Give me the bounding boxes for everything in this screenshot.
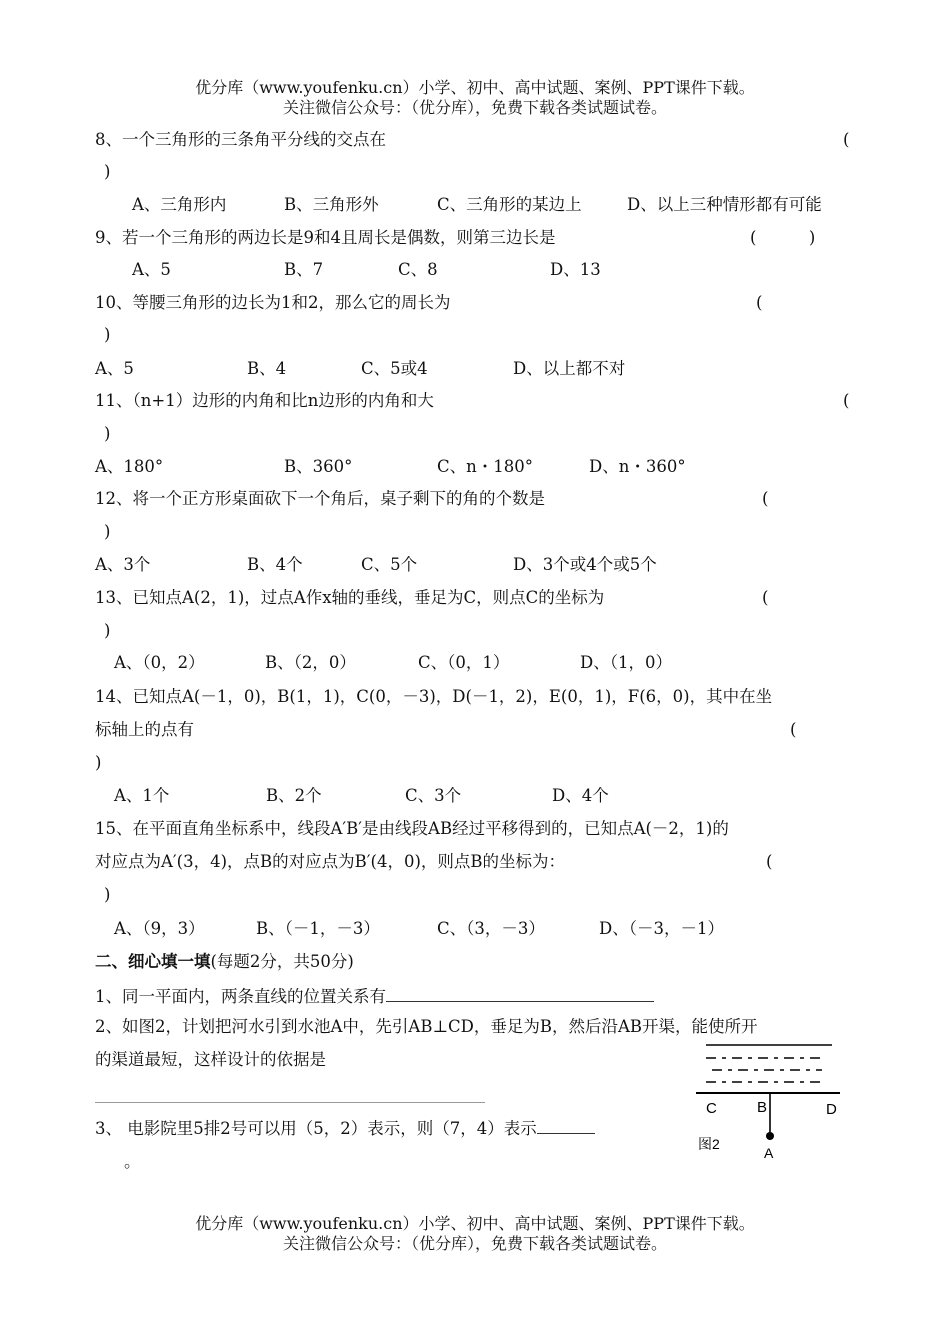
- q9-option-a: A、5: [132, 260, 171, 279]
- q9-stem: 9、若一个三角形的两边长是9和4且周长是偶数，则第三边长是: [95, 228, 556, 247]
- q13-paren-open: (: [762, 588, 769, 607]
- q13-option-c: C、（0，1）: [418, 653, 510, 672]
- label-c: C: [706, 1100, 717, 1117]
- q8-stem: 8、一个三角形的三条角平分线的交点在: [95, 130, 386, 149]
- fill-3-blank[interactable]: [537, 1115, 595, 1134]
- fill-2-blank[interactable]: [95, 1102, 485, 1103]
- q12-stem: 12、将一个正方形桌面砍下一个角后，桌子剩下的角的个数是: [95, 489, 545, 508]
- q9-option-d: D、13: [550, 260, 601, 279]
- header-line-2: 关注微信公众号：（优分库），免费下载各类试题试卷。: [282, 98, 667, 117]
- q9-option-c: C、8: [398, 260, 438, 279]
- q12-paren-open: (: [762, 489, 769, 508]
- q15-option-a: A、（9，3）: [114, 919, 205, 938]
- q10-option-c: C、5或4: [361, 359, 428, 378]
- q14-paren-close: ): [95, 753, 102, 772]
- q12-paren-close: ): [104, 522, 111, 541]
- fill-2-line-1: 2、如图2，计划把河水引到水池A中，先引AB⊥CD，垂足为B，然后沿AB开渠，能使所开: [95, 1017, 758, 1036]
- fill-3-end: 。: [124, 1152, 141, 1171]
- q14-paren-open: (: [790, 720, 797, 739]
- q10-paren-open: (: [756, 293, 763, 312]
- q11-option-d: D、n・360°: [589, 457, 686, 476]
- q8-paren-open: (: [843, 130, 850, 149]
- footer-line-1: 优分库（www.youfenku.cn）小学、初中、高中试题、案例、PPT课件下载。: [195, 1214, 755, 1233]
- q15-stem-line-1: 15、在平面直角坐标系中，线段A′B′是由线段AB经过平移得到的，已知点A(－2，1)的: [95, 819, 729, 838]
- fill-2-line-2: 的渠道最短，这样设计的依据是: [95, 1050, 326, 1069]
- q8-option-c: C、三角形的某边上: [437, 195, 582, 214]
- header-line-1: 优分库（www.youfenku.cn）小学、初中、高中试题、案例、PPT课件下载。: [195, 78, 755, 97]
- section-2-note: (每题2分，共50分): [210, 952, 354, 971]
- q10-option-d: D、以上都不对: [513, 359, 626, 378]
- q15-stem-line-2: 对应点为A′(3，4)，点B的对应点为B′(4，0)，则点B的坐标为：: [95, 852, 566, 871]
- q11-option-b: B、360°: [284, 457, 353, 476]
- q14-option-d: D、4个: [552, 786, 609, 805]
- q15-option-b: B、（－1，－3）: [256, 919, 380, 938]
- pool-a-point: [766, 1132, 774, 1140]
- q8-paren-close: ): [104, 162, 111, 181]
- q12-option-c: C、5个: [361, 555, 418, 574]
- q15-option-c: C、（3，－3）: [437, 919, 545, 938]
- q8-option-d: D、以上三种情形都有可能: [627, 195, 822, 214]
- q15-paren-open: (: [766, 852, 773, 871]
- section-2-title: 二、细心填一填: [95, 952, 211, 971]
- q13-stem: 13、已知点A(2，1)，过点A作x轴的垂线，垂足为C，则点C的坐标为: [95, 588, 605, 607]
- q10-stem: 10、等腰三角形的边长为1和2，那么它的周长为: [95, 293, 451, 312]
- q15-paren-close: ): [104, 885, 111, 904]
- q11-option-a: A、180°: [95, 457, 164, 476]
- label-b: B: [757, 1099, 768, 1116]
- q14-option-a: A、1个: [114, 786, 170, 805]
- q13-option-d: D、（1，0）: [580, 653, 672, 672]
- figure-2: [690, 1035, 850, 1165]
- q12-option-a: A、3个: [95, 555, 151, 574]
- q11-stem: 11、（n+1）边形的内角和比n边形的内角和大: [95, 391, 434, 410]
- q10-option-a: A、5: [95, 359, 134, 378]
- q12-option-b: B、4个: [247, 555, 303, 574]
- q13-paren-close: ): [104, 621, 111, 640]
- q10-option-b: B、4: [247, 359, 287, 378]
- section-2-heading: [95, 950, 354, 974]
- figure-caption: 图2: [698, 1136, 720, 1152]
- q11-paren-close: ): [104, 424, 111, 443]
- q14-option-c: C、3个: [405, 786, 462, 805]
- label-d: D: [826, 1101, 837, 1118]
- q10-paren-close: ): [104, 325, 111, 344]
- fill-1: [95, 983, 654, 1009]
- q13-option-a: A、（0，2）: [114, 653, 205, 672]
- q14-option-b: B、2个: [266, 786, 322, 805]
- q11-option-c: C、n・180°: [437, 457, 533, 476]
- q14-stem-line-1: 14、已知点A(－1，0)，B(1，1)，C(0，－3)，D(－1，2)，E(0，1)，F(6，0)，其中在坐: [95, 687, 773, 706]
- q8-option-b: B、三角形外: [284, 195, 379, 214]
- q8-option-a: A、三角形内: [132, 195, 227, 214]
- q9-paren: ( ): [750, 228, 816, 247]
- footer-line-2: 关注微信公众号：（优分库），免费下载各类试题试卷。: [282, 1234, 667, 1253]
- fill-3: [95, 1115, 595, 1141]
- fill-1-text: 1、同一平面内，两条直线的位置关系有: [95, 987, 386, 1006]
- q9-option-b: B、7: [284, 260, 324, 279]
- fill-1-blank[interactable]: [386, 983, 654, 1002]
- q15-option-d: D、（－3，－1）: [599, 919, 724, 938]
- q13-option-b: B、（2，0）: [265, 653, 356, 672]
- q12-option-d: D、3个或4个或5个: [513, 555, 657, 574]
- fill-3-text: 3、 电影院里5排2号可以用（5，2）表示，则（7，4）表示: [95, 1119, 537, 1138]
- q14-stem-line-2: 标轴上的点有: [95, 720, 194, 739]
- q11-paren-open: (: [843, 391, 850, 410]
- label-a: A: [764, 1145, 774, 1161]
